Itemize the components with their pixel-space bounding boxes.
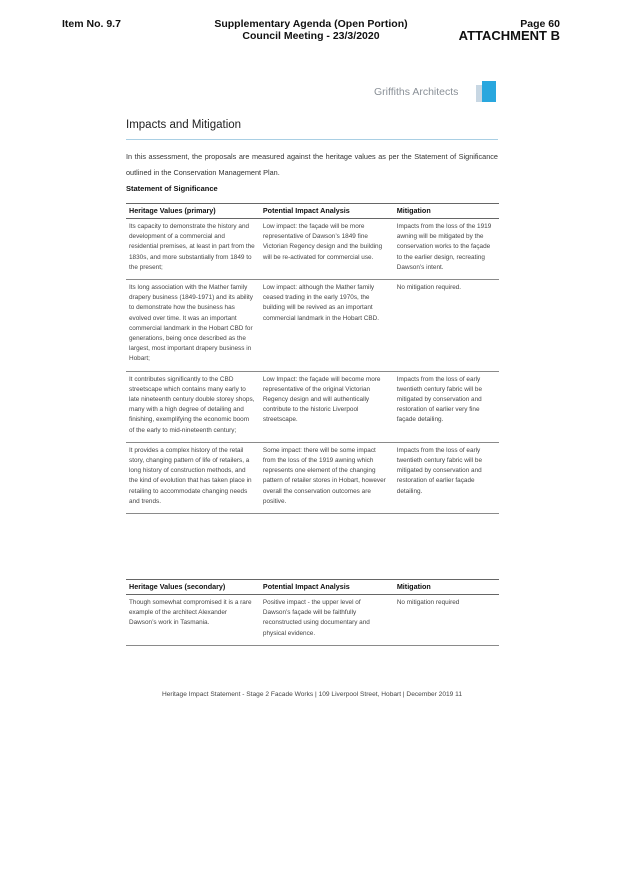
secondary-values-table (126, 579, 499, 646)
table-cell: Low impact: the façade will be more representative of Dawson’s 1849 fine Victorian Regency design and the building will be re-activated for commercial use. (260, 219, 394, 280)
agenda-title-line1: Supplementary Agenda (Open Portion) (214, 18, 408, 30)
column-header: Heritage Values (primary) (126, 204, 260, 219)
table-row (126, 442, 499, 513)
table-cell: Impacts from the loss of early twentieth century fabric will be mitigated by conservation and restoration of earlier façade detailing. (394, 442, 499, 513)
column-header: Heritage Values (secondary) (126, 580, 260, 595)
column-header: Mitigation (394, 580, 499, 595)
table-cell: It provides a complex history of the retail story, changing pattern of life of retailers, a long history of construction methods, and the kind of evolution that has taken place in retailing to accommodate changing needs and trends. (126, 442, 260, 513)
table-cell: Its capacity to demonstrate the history and development of a commercial and residential premises, at least in part from the 1830s, and more substantially from 1849 to the present; (126, 219, 260, 280)
table-row (126, 280, 499, 372)
agenda-title-line2: Council Meeting - 23/3/2020 (242, 30, 380, 42)
table-row (126, 219, 499, 280)
table-header-row (126, 204, 499, 219)
attachment-label: ATTACHMENT B (458, 28, 560, 43)
column-header: Mitigation (394, 204, 499, 219)
table-cell: Impacts from the loss of the 1919 awning will be mitigated by the conservation works to the façade to the earlier design, recreating Dawson’s intent. (394, 219, 499, 280)
item-number: Item No. 9.7 (62, 18, 121, 30)
table-cell: Though somewhat compromised it is a rare example of the architect Alexander Dawson’s work in Tasmania. (126, 595, 260, 646)
title-divider (126, 139, 498, 140)
table-cell: It contributes significantly to the CBD streetscape which contains many early to late nineteenth century double storey shops, many with a high degree of detailing and finishing, exemplifying the economic boom of the early to mid-nineteenth century; (126, 371, 260, 442)
table-cell: Low impact: although the Mather family ceased trading in the early 1970s, the building will be revived as an important commercial landmark in the Hobart CBD. (260, 280, 394, 372)
table-row (126, 371, 499, 442)
table-cell: Impacts from the loss of early twentieth century fabric will be mitigated by conservation and restoration of earlier very fine façade detailing. (394, 371, 499, 442)
column-header: Potential Impact Analysis (260, 204, 394, 219)
table-row (126, 595, 499, 646)
table-cell: No mitigation required. (394, 280, 499, 372)
firm-logo-icon (476, 81, 496, 102)
table-cell: Its long association with the Mather family drapery business (1849-1971) and its ability to demonstrate how the business has evolved over time. It was an important commercial landmark in the Hobart CBD for generations, being once described as the largest, most important drapery business in Hobart; (126, 280, 260, 372)
intro-paragraph: In this assessment, the proposals are measured against the heritage values as per the Statement of Significance outlined in the Conservation Management Plan. (126, 152, 498, 177)
table-cell: Positive impact - the upper level of Dawson’s façade will be faithfully reconstructed using documentary and physical evidence. (260, 595, 394, 646)
table-cell: Low Impact: the façade will become more representative of the original Victorian Regency design and will authentically contribute to the historic Liverpool streetscape. (260, 371, 394, 442)
column-header: Potential Impact Analysis (260, 580, 394, 595)
section-title: Impacts and Mitigation (126, 119, 242, 131)
table-cell: Some impact: there will be some impact from the loss of the 1919 awning which represents one element of the changing pattern of retailer stores in Hobart, however overall the conservation outcomes are positive. (260, 442, 394, 513)
primary-values-table (126, 203, 499, 514)
statement-heading: Statement of Significance (126, 184, 218, 193)
page-number: Page 60 (520, 18, 560, 30)
page-footer: Heritage Impact Statement - Stage 2 Facade Works | 109 Liverpool Street, Hobart | December 2019 11 (161, 691, 463, 698)
page-info (459, 18, 560, 42)
table-header-row (126, 580, 499, 595)
table-cell: No mitigation required (394, 595, 499, 646)
firm-logo-text: Griffiths Architects (374, 86, 459, 98)
